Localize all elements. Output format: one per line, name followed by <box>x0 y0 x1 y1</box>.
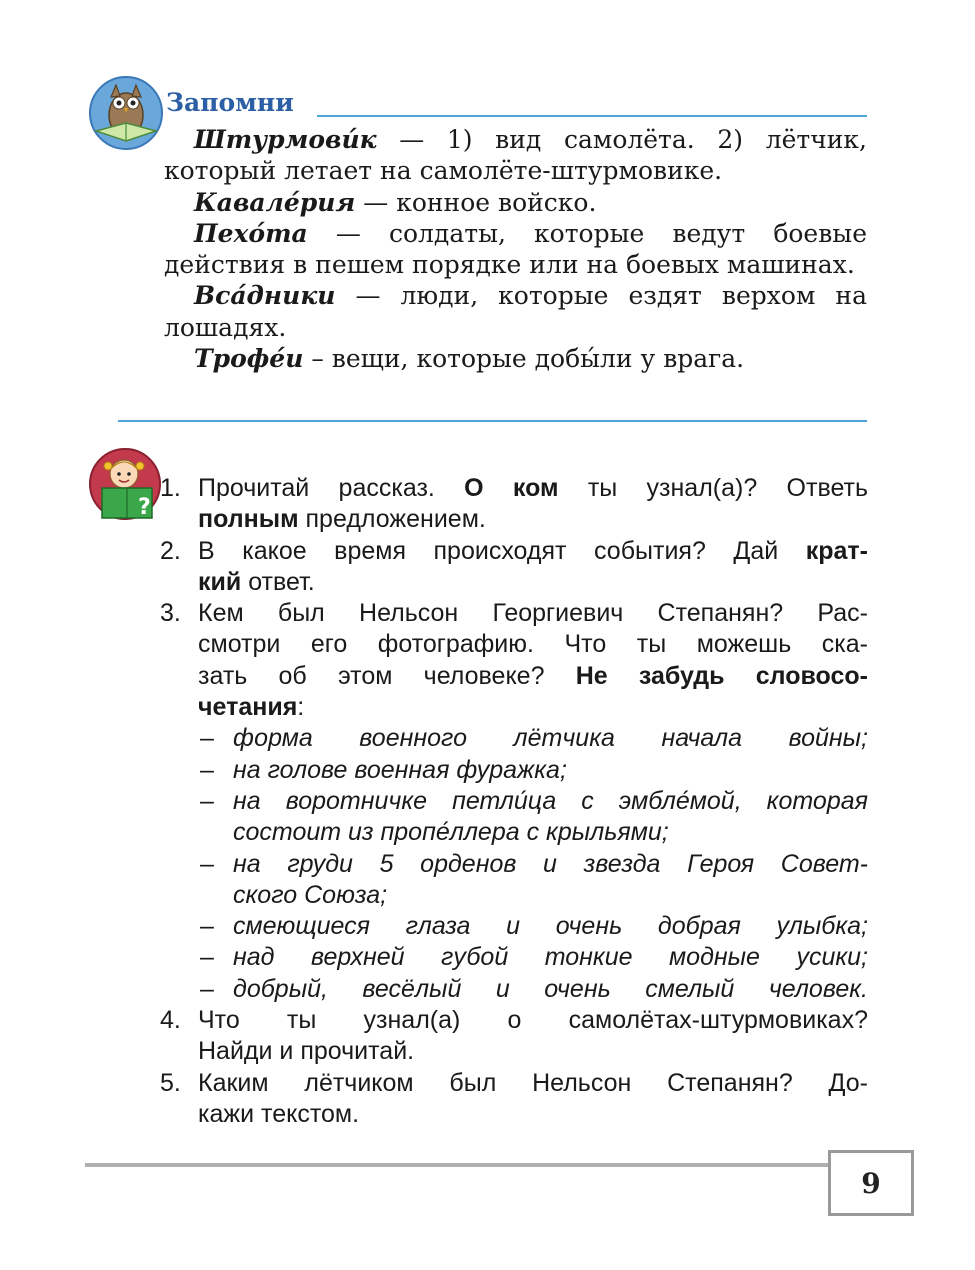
question-text: ты узнал(а)? Ответь <box>558 474 868 502</box>
vocab-definition: — 1) вид самолёта. 2) лётчик, <box>376 125 867 154</box>
girl-with-question-book-icon <box>88 448 164 522</box>
question-emphasis: Не забудь словосо- <box>575 661 868 690</box>
question-3 <box>160 598 868 1005</box>
vocab-definition: на лошадях. <box>164 281 867 342</box>
phrase-list <box>198 723 868 1005</box>
vocab-definition: — конное войско. <box>355 187 597 217</box>
question-text: предложением. <box>298 505 486 534</box>
vocab-definition: — солдаты, которые ведут боевые <box>307 218 867 248</box>
dash-marker: – <box>200 943 214 972</box>
vocab-entry-trofei <box>164 343 867 374</box>
question-number: 2. <box>160 536 181 565</box>
question-line <box>198 536 868 567</box>
phrase-item <box>198 942 868 973</box>
dash-marker: – <box>200 974 214 1003</box>
question-line: Каким лётчиком был Нельсон Степанян? До- <box>198 1068 868 1097</box>
phrase-item <box>198 786 868 849</box>
vocab-term: Трофе́и <box>194 344 304 374</box>
question-line: смотри его фотографию. Что ты можешь ска- <box>198 630 868 659</box>
phrase-line: над верхней губой тонкие модные усики; <box>233 943 868 972</box>
vocab-definition: действия в пешем порядке или на боевых <box>164 250 719 280</box>
question-line: Найди и прочитай. <box>198 1037 415 1066</box>
vocab-term: Пехо́та <box>194 218 308 248</box>
question-line <box>198 567 868 598</box>
dash-marker: – <box>200 912 214 941</box>
question-text: зать об этом человеке? <box>198 661 576 690</box>
question-line <box>198 504 868 535</box>
question-number: 1. <box>160 474 181 502</box>
phrase-line: на голове военная фуражка; <box>233 755 567 784</box>
phrase-item <box>198 723 868 754</box>
question-number: 3. <box>160 599 181 628</box>
vocab-definition: машинах. <box>726 250 855 280</box>
question-text: : <box>297 693 305 722</box>
vocab-term: Вса́дники <box>194 281 336 311</box>
dash-marker: – <box>200 724 214 753</box>
phrase-line: на груди 5 орденов и звезда Героя Совет- <box>233 849 868 878</box>
vocab-definition: который летает на самолёте-штурмовике. <box>164 156 723 186</box>
question-4 <box>160 1005 868 1068</box>
question-line <box>198 473 868 504</box>
remember-bottom-rule <box>118 420 867 422</box>
question-emphasis: крат- <box>805 536 868 565</box>
vocab-term: Штурмови́к <box>194 125 377 154</box>
vocab-entry-shturmovik <box>164 124 867 187</box>
dash-marker: – <box>200 849 214 878</box>
phrase-line: форма военного лётчика начала войны; <box>233 724 868 753</box>
page-number: 9 <box>828 1150 914 1216</box>
remember-top-rule <box>317 115 867 117</box>
question-2 <box>160 536 868 599</box>
question-text: Прочитай рассказ. <box>198 474 465 502</box>
vocabulary-list <box>164 124 867 374</box>
phrase-item <box>198 974 868 1005</box>
question-line: кажи текстом. <box>198 1099 360 1128</box>
questions-list <box>160 473 868 1130</box>
footer-rule <box>85 1163 830 1167</box>
question-text: ответ. <box>241 567 315 596</box>
phrase-line: добрый, весёлый и очень смелый человек. <box>233 974 868 1003</box>
question-emphasis: кий <box>198 567 242 596</box>
owl-with-book-icon <box>88 75 164 151</box>
question-1 <box>160 473 868 536</box>
question-emphasis: О ком <box>464 474 559 502</box>
svg-text:?: ? <box>138 495 151 520</box>
vocab-entry-pekhota <box>164 218 867 281</box>
vocab-entry-vsadniki <box>164 280 867 343</box>
question-line: Кем был Нельсон Георгиевич Степанян? Рас- <box>198 599 868 628</box>
phrase-line: на воротничке петли́ца с эмбле́мой, которая <box>233 786 868 815</box>
vocab-entry-kavaleriya <box>164 187 867 218</box>
question-line <box>198 692 868 723</box>
vocab-term: Кавале́рия <box>194 187 356 217</box>
question-emphasis: полным <box>198 505 299 534</box>
vocab-definition: – вещи, которые добы́ли у врага. <box>303 344 745 374</box>
question-number: 4. <box>160 1006 181 1035</box>
question-emphasis: четания <box>198 693 298 722</box>
question-5 <box>160 1068 868 1131</box>
remember-title: Запомни <box>166 88 294 117</box>
phrase-line: состоит из пропе́ллера с крыльями; <box>233 818 669 847</box>
phrase-line: смеющиеся глаза и очень добрая улыбка; <box>233 912 868 941</box>
question-line <box>198 661 868 692</box>
vocab-definition: — люди, которые ездят верхом <box>335 281 816 311</box>
dash-marker: – <box>200 786 214 815</box>
phrase-item <box>198 911 868 942</box>
question-number: 5. <box>160 1068 181 1097</box>
phrase-item <box>198 849 868 912</box>
question-text: В какое время происходят события? Дай <box>198 536 806 565</box>
dash-marker: – <box>200 755 214 784</box>
question-line: Что ты узнал(а) о самолётах-штурмовиках? <box>198 1006 868 1035</box>
phrase-line: ского Союза; <box>233 880 388 909</box>
phrase-item <box>198 755 868 786</box>
